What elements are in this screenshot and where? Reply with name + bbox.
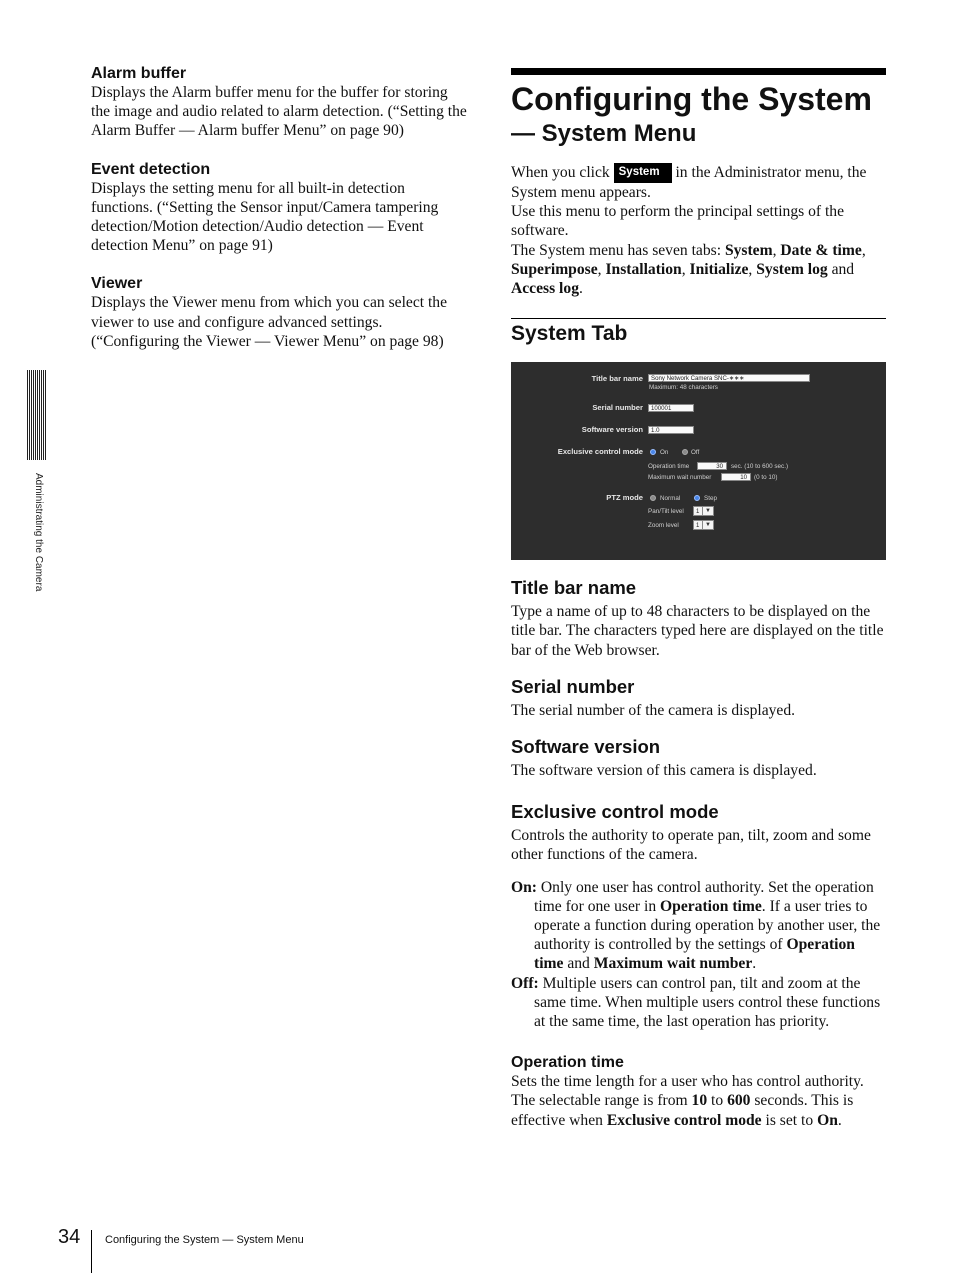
definition-off xyxy=(511,974,886,1032)
alarm-buffer-text: Displays the Alarm buffer menu for the buffer for storing the image and audio related to alarm detection. (“Setting the Alarm Buffer — Alarm buffer Menu” on page 90) xyxy=(91,84,467,140)
zoom-level-value: 1 xyxy=(693,520,703,530)
software-version-field: 1.0 xyxy=(648,426,694,434)
max-wait-range: (0 to 10) xyxy=(754,474,778,482)
footer-title: Configuring the System — System Menu xyxy=(105,1234,304,1246)
operation-time-field[interactable]: 30 xyxy=(697,462,727,470)
tab-name-initialize: Initialize xyxy=(689,260,749,278)
serial-number-heading: Serial number xyxy=(511,675,635,697)
pan-tilt-level-value: 1 xyxy=(693,506,703,516)
definition-text: . xyxy=(752,955,757,973)
tab-name-superimpose: Superimpose xyxy=(511,260,598,278)
side-tab-marker xyxy=(27,370,46,460)
serial-number-label: Serial number xyxy=(592,403,643,413)
separator: . xyxy=(579,280,583,298)
intro-text-a: When you click xyxy=(511,164,610,181)
system-tab-title: System Tab xyxy=(511,322,628,346)
max-wait-field[interactable]: 10 xyxy=(721,473,751,481)
event-detection-heading: Event detection xyxy=(91,160,211,178)
viewer-heading: Viewer xyxy=(91,275,143,293)
intro-text-b: in the Administrator menu, the System menu appears. xyxy=(511,164,867,201)
system-tab-screenshot xyxy=(511,362,886,560)
viewer-text: Displays the Viewer menu from which you can select the viewer to use and configure advanced settings. (“Configuring the Viewer — Viewer Menu” on page 98) xyxy=(91,294,448,350)
pan-tilt-level-label: Pan/Tilt level xyxy=(648,508,684,516)
page-number: 34 xyxy=(58,1226,81,1248)
chevron-down-icon: ▼ xyxy=(703,506,714,516)
exclusive-definitions xyxy=(511,878,886,1032)
definition-bold: Maximum wait number xyxy=(593,955,753,973)
page-title: Configuring the System xyxy=(511,81,872,117)
text-run: Sets the time length for a user who has control authority. The selectable range is from xyxy=(511,1073,864,1110)
title-bar-name-text: Type a name of up to 48 characters to be displayed on the title bar. The characters typed here are displayed on the title bar of the Web browser. xyxy=(511,603,884,659)
tab-name-system-log: System log xyxy=(756,260,828,278)
event-detection-text: Displays the setting menu for all built-in detection functions. (“Setting the Sensor input/Camera tampering detection/Motion detection/Audio detection — Event detection Menu” on page 91) xyxy=(91,179,439,255)
term-on: On: xyxy=(511,878,537,896)
operation-time-text xyxy=(511,1072,886,1130)
intro-paragraph-2: Use this menu to perform the principal settings of the software. xyxy=(511,203,845,240)
software-version-heading: Software version xyxy=(511,736,661,758)
bold-run: On xyxy=(817,1111,838,1129)
tab-name-date-time: Date & time xyxy=(780,241,862,259)
definition-text: . If a user tries to operate a function during operation by another user, the authority is controlled by the settings of xyxy=(534,897,881,954)
separator: , xyxy=(748,260,757,278)
ptz-mode-label: PTZ mode xyxy=(606,493,643,503)
tab-name-access-log: Access log xyxy=(511,280,579,298)
separator: , xyxy=(861,241,866,259)
separator: , xyxy=(597,260,606,278)
viewer-section xyxy=(91,274,469,351)
bold-run: 600 xyxy=(727,1092,751,1110)
tab-name-installation: Installation xyxy=(605,260,682,278)
title-bar-name-heading: Title bar name xyxy=(511,577,637,599)
pan-tilt-level-select[interactable] xyxy=(693,506,714,516)
side-tab-label: Administrating the Camera xyxy=(33,473,44,592)
alarm-buffer-section xyxy=(91,64,469,141)
software-version-label: Software version xyxy=(581,425,643,435)
zoom-level-select[interactable] xyxy=(693,520,714,530)
operation-time-label: Operation time xyxy=(648,463,690,471)
ptz-step-label: Step xyxy=(704,495,717,503)
serial-number-text: The serial number of the camera is displayed. xyxy=(511,701,796,719)
operation-time-heading: Operation time xyxy=(511,1054,624,1072)
ptz-normal-label: Normal xyxy=(660,495,681,503)
ptz-normal-radio[interactable] xyxy=(650,495,656,501)
tabs-intro: The System menu has seven tabs: xyxy=(511,241,725,259)
separator: , xyxy=(772,241,781,259)
serial-number-field: 100001 xyxy=(648,404,694,412)
footer-divider xyxy=(91,1230,92,1273)
exclusive-on-label: On xyxy=(660,449,669,457)
exclusive-off-label: Off xyxy=(691,449,700,457)
intro-paragraph-1 xyxy=(511,163,886,202)
system-button-image: System xyxy=(614,163,672,183)
definition-on xyxy=(511,878,886,974)
ptz-step-radio[interactable] xyxy=(694,495,700,501)
exclusive-control-label: Exclusive control mode xyxy=(557,447,643,457)
title-rule xyxy=(511,68,886,75)
definition-text: Multiple users can control pan, tilt and zoom at the same time. When multiple users control these functions at the same time, the last operation has priority. xyxy=(534,974,881,1031)
page-subtitle: — System Menu xyxy=(511,120,697,147)
software-version-text: The software version of this camera is displayed. xyxy=(511,762,817,780)
exclusive-on-radio[interactable] xyxy=(650,449,656,455)
zoom-level-label: Zoom level xyxy=(648,522,679,530)
title-bar-name-label: Title bar name xyxy=(591,374,643,384)
event-detection-section xyxy=(91,160,469,256)
bold-run: 10 xyxy=(691,1092,708,1110)
left-column xyxy=(91,64,469,370)
separator: , xyxy=(681,260,690,278)
term-off: Off: xyxy=(511,974,539,992)
text-run: to xyxy=(707,1092,728,1110)
text-run: . xyxy=(837,1111,842,1129)
bold-run: Exclusive control mode xyxy=(606,1111,762,1129)
right-column xyxy=(511,68,886,1130)
definition-bold: Operation time xyxy=(660,897,762,915)
definition-bold: Operation time xyxy=(534,936,855,973)
tab-name-system: System xyxy=(724,241,773,259)
text-run: seconds. This is effective when xyxy=(511,1092,854,1129)
title-bar-max-note: Maximum: 48 characters xyxy=(649,384,718,392)
operation-time-unit: sec. (10 to 600 sec.) xyxy=(731,463,789,471)
tabs-paragraph xyxy=(511,241,886,299)
chevron-down-icon: ▼ xyxy=(703,520,714,530)
definition-text: and xyxy=(563,955,594,973)
section-rule xyxy=(511,318,886,319)
exclusive-off-radio[interactable] xyxy=(682,449,688,455)
separator: and xyxy=(827,260,855,278)
max-wait-label: Maximum wait number xyxy=(648,474,712,482)
alarm-buffer-heading: Alarm buffer xyxy=(91,65,187,82)
exclusive-control-heading: Exclusive control mode xyxy=(511,801,719,823)
title-bar-name-field[interactable]: Sony Network Camera SNC-∗∗∗ xyxy=(648,374,810,382)
definition-text: Only one user has control authority. Set the operation time for one user in xyxy=(534,878,874,915)
text-run: is set to xyxy=(761,1111,818,1129)
exclusive-control-text: Controls the authority to operate pan, tilt, zoom and some other functions of the camera. xyxy=(511,827,871,864)
